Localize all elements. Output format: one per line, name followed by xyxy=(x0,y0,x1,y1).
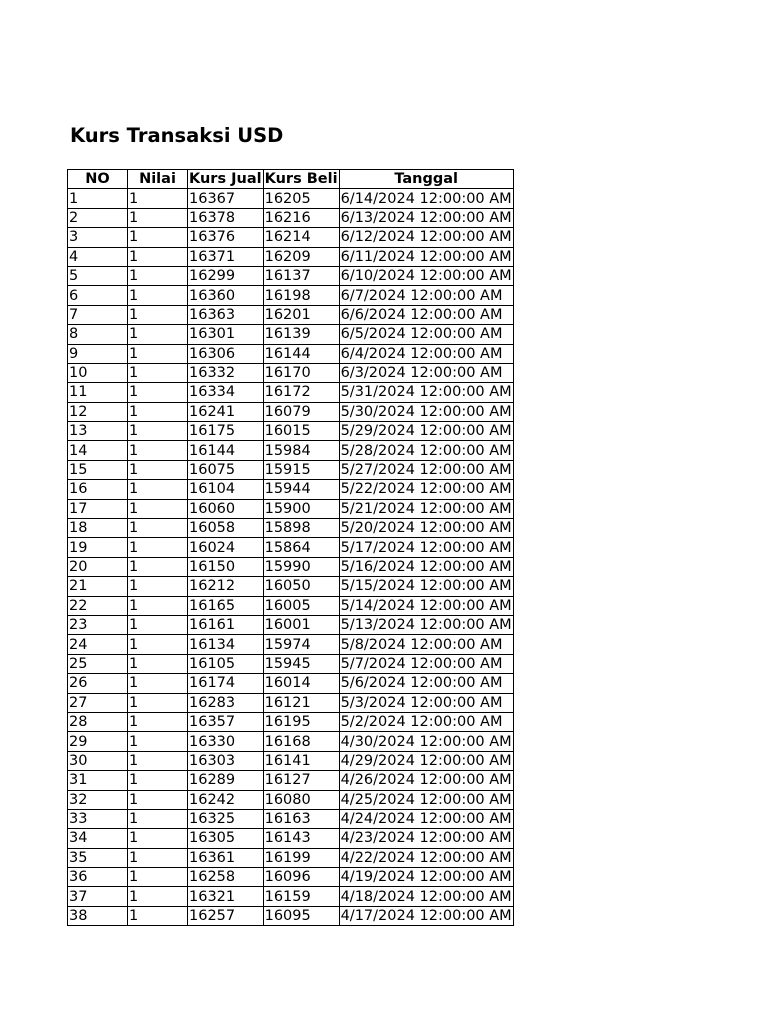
cell-kurs-jual: 16241 xyxy=(188,402,264,421)
cell-kurs-jual: 16306 xyxy=(188,344,264,363)
cell-no: 27 xyxy=(68,693,128,712)
cell-kurs-beli: 16209 xyxy=(263,247,339,266)
table-row xyxy=(68,363,514,382)
cell-kurs-jual: 16075 xyxy=(188,460,264,479)
cell-kurs-beli: 16079 xyxy=(263,402,339,421)
cell-kurs-beli: 15898 xyxy=(263,519,339,538)
cell-kurs-beli: 16050 xyxy=(263,577,339,596)
table-row xyxy=(68,325,514,344)
table-row xyxy=(68,771,514,790)
cell-tanggal: 4/22/2024 12:00:00 AM xyxy=(340,849,512,866)
cell-no: 14 xyxy=(68,441,128,460)
cell-kurs-beli: 16216 xyxy=(263,208,339,227)
cell-nilai: 1 xyxy=(128,499,188,518)
table-row xyxy=(68,751,514,770)
cell-tanggal: 5/20/2024 12:00:00 AM xyxy=(340,520,512,537)
table-row xyxy=(68,189,514,208)
cell-tanggal: 6/11/2024 12:00:00 AM xyxy=(340,248,512,265)
cell-kurs-beli: 15915 xyxy=(263,460,339,479)
cell-kurs-beli: 15974 xyxy=(263,635,339,654)
cell-no: 26 xyxy=(68,674,128,693)
cell-kurs-beli: 16214 xyxy=(263,228,339,247)
cell-tanggal: 4/25/2024 12:00:00 AM xyxy=(340,791,512,808)
cell-no: 7 xyxy=(68,305,128,324)
cell-no: 5 xyxy=(68,266,128,285)
cell-no: 19 xyxy=(68,538,128,557)
cell-tanggal: 5/31/2024 12:00:00 AM xyxy=(340,384,512,401)
cell-kurs-jual: 16334 xyxy=(188,383,264,402)
table-row xyxy=(68,228,514,247)
table-row xyxy=(68,732,514,751)
cell-no: 29 xyxy=(68,732,128,751)
cell-nilai: 1 xyxy=(128,868,188,887)
cell-no: 15 xyxy=(68,460,128,479)
cell-kurs-beli: 16095 xyxy=(263,906,339,925)
table-row xyxy=(68,402,514,421)
cell-kurs-jual: 16371 xyxy=(188,247,264,266)
cell-nilai: 1 xyxy=(128,751,188,770)
table-row xyxy=(68,499,514,518)
table-row xyxy=(68,596,514,615)
cell-nilai: 1 xyxy=(128,422,188,441)
cell-no: 28 xyxy=(68,712,128,731)
cell-no: 33 xyxy=(68,809,128,828)
cell-no: 36 xyxy=(68,868,128,887)
column-header-tanggal: Tanggal xyxy=(339,170,513,189)
table-row xyxy=(68,305,514,324)
cell-no: 30 xyxy=(68,751,128,770)
cell-tanggal: 6/12/2024 12:00:00 AM xyxy=(340,229,512,246)
cell-kurs-beli: 16139 xyxy=(263,325,339,344)
cell-kurs-beli: 16005 xyxy=(263,596,339,615)
table-row xyxy=(68,809,514,828)
cell-kurs-jual: 16360 xyxy=(188,286,264,305)
cell-kurs-beli: 16163 xyxy=(263,809,339,828)
table-row xyxy=(68,829,514,848)
cell-no: 9 xyxy=(68,344,128,363)
cell-nilai: 1 xyxy=(128,383,188,402)
cell-kurs-jual: 16305 xyxy=(188,829,264,848)
cell-kurs-beli: 15944 xyxy=(263,480,339,499)
cell-nilai: 1 xyxy=(128,809,188,828)
cell-nilai: 1 xyxy=(128,557,188,576)
table-row xyxy=(68,441,514,460)
cell-kurs-jual: 16325 xyxy=(188,809,264,828)
cell-nilai: 1 xyxy=(128,480,188,499)
cell-tanggal: 5/30/2024 12:00:00 AM xyxy=(340,403,512,420)
column-header-nilai: Nilai xyxy=(128,170,188,189)
cell-tanggal: 5/21/2024 12:00:00 AM xyxy=(340,500,512,517)
table-row xyxy=(68,868,514,887)
cell-nilai: 1 xyxy=(128,344,188,363)
cell-tanggal: 5/27/2024 12:00:00 AM xyxy=(340,462,512,479)
cell-no: 20 xyxy=(68,557,128,576)
table-row xyxy=(68,422,514,441)
cell-kurs-beli: 15990 xyxy=(263,557,339,576)
cell-kurs-beli: 16170 xyxy=(263,363,339,382)
cell-tanggal: 6/4/2024 12:00:00 AM xyxy=(339,344,513,363)
cell-kurs-jual: 16258 xyxy=(188,868,264,887)
cell-no: 10 xyxy=(68,363,128,382)
cell-kurs-beli: 16143 xyxy=(263,829,339,848)
cell-tanggal: 5/2/2024 12:00:00 AM xyxy=(339,712,513,731)
cell-kurs-beli: 16137 xyxy=(263,266,339,285)
cell-kurs-beli: 16127 xyxy=(263,771,339,790)
cell-tanggal: 4/23/2024 12:00:00 AM xyxy=(340,830,512,847)
table-row xyxy=(68,906,514,925)
cell-nilai: 1 xyxy=(128,693,188,712)
table-row xyxy=(68,712,514,731)
cell-kurs-jual: 16363 xyxy=(188,305,264,324)
cell-nilai: 1 xyxy=(128,596,188,615)
cell-nilai: 1 xyxy=(128,305,188,324)
cell-nilai: 1 xyxy=(128,829,188,848)
cell-tanggal: 4/18/2024 12:00:00 AM xyxy=(340,888,512,905)
table-row xyxy=(68,848,514,867)
cell-no: 1 xyxy=(68,189,128,208)
cell-kurs-jual: 16024 xyxy=(188,538,264,557)
table-row xyxy=(68,480,514,499)
cell-kurs-beli: 15945 xyxy=(263,654,339,673)
cell-tanggal: 5/14/2024 12:00:00 AM xyxy=(340,597,512,614)
cell-kurs-jual: 16212 xyxy=(188,577,264,596)
cell-kurs-jual: 16257 xyxy=(188,906,264,925)
column-header-kurs-beli: Kurs Beli xyxy=(264,171,338,188)
cell-kurs-jual: 16301 xyxy=(188,325,264,344)
cell-nilai: 1 xyxy=(128,228,188,247)
cell-no: 37 xyxy=(68,887,128,906)
cell-kurs-jual: 16376 xyxy=(188,228,264,247)
cell-nilai: 1 xyxy=(128,790,188,809)
page-title: Kurs Transaksi USD xyxy=(70,124,284,147)
cell-kurs-jual: 16150 xyxy=(188,557,264,576)
table-row xyxy=(68,266,514,285)
cell-nilai: 1 xyxy=(128,266,188,285)
table-row xyxy=(68,615,514,634)
cell-nilai: 1 xyxy=(128,189,188,208)
cell-nilai: 1 xyxy=(128,674,188,693)
cell-no: 18 xyxy=(68,519,128,538)
cell-kurs-jual: 16242 xyxy=(188,790,264,809)
cell-no: 35 xyxy=(68,848,128,867)
cell-no: 6 xyxy=(68,286,128,305)
cell-tanggal: 5/15/2024 12:00:00 AM xyxy=(340,578,512,595)
cell-no: 11 xyxy=(68,383,128,402)
cell-kurs-jual: 16105 xyxy=(188,654,264,673)
cell-nilai: 1 xyxy=(128,325,188,344)
table-row xyxy=(68,693,514,712)
table-row xyxy=(68,887,514,906)
cell-tanggal: 6/7/2024 12:00:00 AM xyxy=(339,286,513,305)
cell-tanggal: 5/8/2024 12:00:00 AM xyxy=(339,635,513,654)
cell-nilai: 1 xyxy=(128,538,188,557)
table-header xyxy=(68,170,514,189)
cell-tanggal: 5/22/2024 12:00:00 AM xyxy=(340,481,512,498)
cell-kurs-beli: 16159 xyxy=(263,887,339,906)
cell-nilai: 1 xyxy=(128,247,188,266)
table-row xyxy=(68,460,514,479)
cell-nilai: 1 xyxy=(128,635,188,654)
cell-no: 2 xyxy=(68,208,128,227)
cell-kurs-jual: 16174 xyxy=(188,674,264,693)
cell-tanggal: 6/6/2024 12:00:00 AM xyxy=(339,305,513,324)
cell-no: 22 xyxy=(68,596,128,615)
cell-nilai: 1 xyxy=(128,771,188,790)
cell-kurs-beli: 16141 xyxy=(263,751,339,770)
cell-kurs-jual: 16378 xyxy=(188,208,264,227)
cell-nilai: 1 xyxy=(128,286,188,305)
cell-no: 16 xyxy=(68,480,128,499)
cell-kurs-beli: 15864 xyxy=(263,538,339,557)
cell-kurs-jual: 16134 xyxy=(188,635,264,654)
table-row xyxy=(68,674,514,693)
cell-kurs-beli: 16001 xyxy=(263,615,339,634)
cell-nilai: 1 xyxy=(128,577,188,596)
cell-kurs-jual: 16289 xyxy=(188,771,264,790)
table-row xyxy=(68,538,514,557)
cell-nilai: 1 xyxy=(128,906,188,925)
cell-nilai: 1 xyxy=(128,441,188,460)
cell-kurs-jual: 16175 xyxy=(188,422,264,441)
cell-no: 34 xyxy=(68,829,128,848)
cell-tanggal: 6/5/2024 12:00:00 AM xyxy=(339,325,513,344)
cell-tanggal: 4/17/2024 12:00:00 AM xyxy=(340,908,512,925)
cell-no: 13 xyxy=(68,422,128,441)
cell-kurs-jual: 16357 xyxy=(188,712,264,731)
cell-tanggal: 4/26/2024 12:00:00 AM xyxy=(340,772,512,789)
cell-no: 21 xyxy=(68,577,128,596)
column-header-kurs-jual: Kurs Jual xyxy=(189,171,262,188)
cell-no: 32 xyxy=(68,790,128,809)
cell-tanggal: 6/13/2024 12:00:00 AM xyxy=(340,209,512,226)
cell-tanggal: 5/17/2024 12:00:00 AM xyxy=(340,539,512,556)
table-row xyxy=(68,247,514,266)
cell-nilai: 1 xyxy=(128,208,188,227)
cell-tanggal: 5/6/2024 12:00:00 AM xyxy=(339,674,513,693)
cell-tanggal: 4/29/2024 12:00:00 AM xyxy=(340,752,512,769)
cell-tanggal: 6/10/2024 12:00:00 AM xyxy=(340,268,512,285)
cell-no: 12 xyxy=(68,402,128,421)
cell-kurs-jual: 16361 xyxy=(188,848,264,867)
cell-no: 3 xyxy=(68,228,128,247)
table-body xyxy=(68,189,514,926)
cell-kurs-jual: 16161 xyxy=(188,615,264,634)
cell-kurs-jual: 16367 xyxy=(188,189,264,208)
cell-nilai: 1 xyxy=(128,402,188,421)
table-row xyxy=(68,286,514,305)
cell-tanggal: 5/7/2024 12:00:00 AM xyxy=(339,654,513,673)
cell-tanggal: 4/30/2024 12:00:00 AM xyxy=(340,733,512,750)
cell-kurs-jual: 16299 xyxy=(188,266,264,285)
cell-no: 25 xyxy=(68,654,128,673)
cell-kurs-beli: 16014 xyxy=(263,674,339,693)
cell-nilai: 1 xyxy=(128,887,188,906)
cell-kurs-jual: 16321 xyxy=(188,887,264,906)
table-row xyxy=(68,344,514,363)
exchange-rate-table xyxy=(67,169,514,926)
cell-tanggal: 5/13/2024 12:00:00 AM xyxy=(340,617,512,634)
cell-tanggal: 5/3/2024 12:00:00 AM xyxy=(339,693,513,712)
table-row xyxy=(68,519,514,538)
cell-kurs-jual: 16332 xyxy=(188,363,264,382)
table-row xyxy=(68,208,514,227)
cell-kurs-beli: 15984 xyxy=(263,441,339,460)
cell-nilai: 1 xyxy=(128,732,188,751)
cell-tanggal: 5/29/2024 12:00:00 AM xyxy=(340,423,512,440)
table-row xyxy=(68,557,514,576)
cell-tanggal: 5/16/2024 12:00:00 AM xyxy=(340,559,512,575)
cell-kurs-beli: 16121 xyxy=(263,693,339,712)
cell-tanggal: 4/19/2024 12:00:00 AM xyxy=(340,869,512,886)
cell-nilai: 1 xyxy=(128,363,188,382)
cell-kurs-beli: 16168 xyxy=(263,732,339,751)
cell-no: 38 xyxy=(68,906,128,925)
cell-tanggal: 6/3/2024 12:00:00 AM xyxy=(339,363,513,382)
header-row xyxy=(68,170,514,189)
cell-tanggal: 5/28/2024 12:00:00 AM xyxy=(340,442,512,459)
cell-no: 24 xyxy=(68,635,128,654)
cell-nilai: 1 xyxy=(128,848,188,867)
column-header-no: NO xyxy=(68,170,128,189)
cell-nilai: 1 xyxy=(128,654,188,673)
table-row xyxy=(68,654,514,673)
cell-no: 8 xyxy=(68,325,128,344)
cell-kurs-jual: 16283 xyxy=(188,693,264,712)
cell-no: 17 xyxy=(68,499,128,518)
cell-nilai: 1 xyxy=(128,460,188,479)
table-row xyxy=(68,577,514,596)
cell-kurs-jual: 16303 xyxy=(188,751,264,770)
cell-kurs-beli: 16198 xyxy=(263,286,339,305)
cell-kurs-beli: 16096 xyxy=(263,868,339,887)
cell-kurs-beli: 16201 xyxy=(263,305,339,324)
cell-nilai: 1 xyxy=(128,519,188,538)
cell-kurs-jual: 16330 xyxy=(188,732,264,751)
cell-kurs-beli: 16015 xyxy=(263,422,339,441)
cell-kurs-jual: 16060 xyxy=(188,499,264,518)
cell-nilai: 1 xyxy=(128,615,188,634)
cell-kurs-beli: 16199 xyxy=(263,848,339,867)
table-row xyxy=(68,790,514,809)
cell-tanggal: 6/14/2024 12:00:00 AM xyxy=(340,190,512,207)
cell-kurs-jual: 16144 xyxy=(188,441,264,460)
cell-tanggal: 4/24/2024 12:00:00 AM xyxy=(340,811,512,828)
cell-kurs-jual: 16104 xyxy=(188,480,264,499)
cell-nilai: 1 xyxy=(128,712,188,731)
cell-no: 23 xyxy=(68,615,128,634)
cell-kurs-jual: 16058 xyxy=(188,519,264,538)
table-row xyxy=(68,383,514,402)
cell-kurs-beli: 16195 xyxy=(263,712,339,731)
cell-no: 31 xyxy=(68,771,128,790)
cell-kurs-beli: 16172 xyxy=(263,383,339,402)
table-row xyxy=(68,635,514,654)
cell-kurs-beli: 16144 xyxy=(263,344,339,363)
cell-kurs-beli: 15900 xyxy=(263,499,339,518)
cell-no: 4 xyxy=(68,247,128,266)
cell-kurs-beli: 16205 xyxy=(263,189,339,208)
cell-kurs-beli: 16080 xyxy=(263,790,339,809)
cell-kurs-jual: 16165 xyxy=(188,596,264,615)
